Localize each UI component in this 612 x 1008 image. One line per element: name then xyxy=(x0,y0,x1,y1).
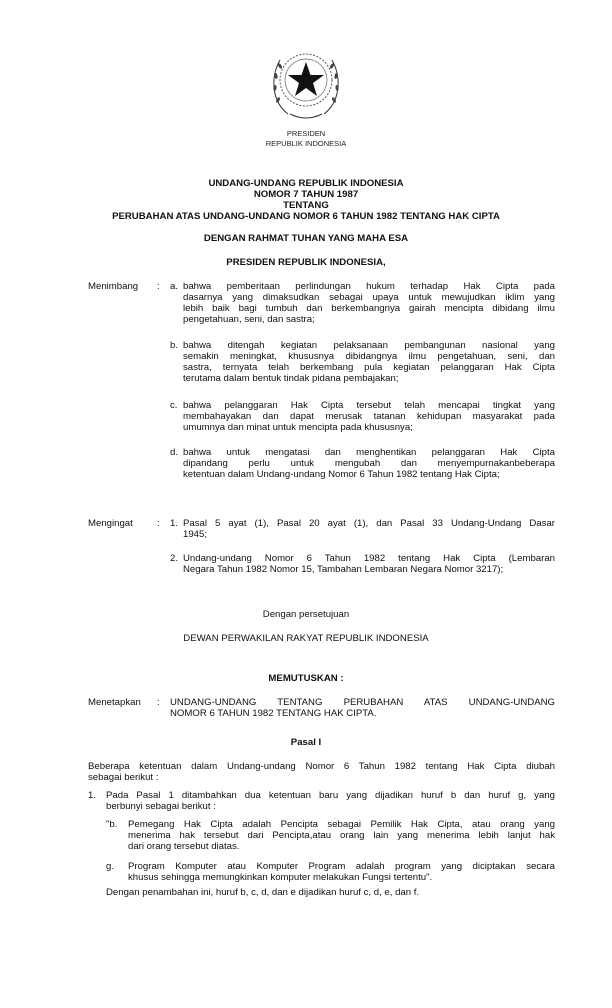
text-line: pengetahuan, seni, dan sastra; xyxy=(183,314,315,325)
seal-label-republic: REPUBLIK INDONESIA xyxy=(265,139,347,148)
item-marker: c. xyxy=(170,400,178,411)
document-title xyxy=(0,178,612,222)
paragraph xyxy=(183,340,555,384)
dpr-text: DEWAN PERWAKILAN RAKYAT REPUBLIK INDONESIA xyxy=(183,633,429,644)
menimbang-label: Menimbang xyxy=(88,281,139,292)
title-number: NOMOR 7 TAHUN 1987 xyxy=(253,189,359,200)
menetapkan-colon: : xyxy=(157,697,160,708)
paragraph xyxy=(170,697,555,719)
paragraph xyxy=(128,819,555,852)
item-marker: g. xyxy=(106,861,115,872)
title-about: TENTANG xyxy=(283,200,329,211)
president-heading: PRESIDEN REPUBLIK INDONESIA, xyxy=(226,257,386,268)
text-line: berbunyi sebagai berikut : xyxy=(106,801,216,812)
paragraph xyxy=(183,281,555,325)
text-line: sastra, ternyata telah berkembang pula kegiatan pelanggaran Hak Cipta xyxy=(183,362,555,373)
text-line: UNDANG-UNDANG TENTANG PERUBAHAN ATAS UNDANG-UNDANG xyxy=(170,697,555,708)
approval-text: Dengan persetujuan xyxy=(262,609,350,620)
text-line: Program Komputer atau Komputer Program adalah program yang diciptakan secara xyxy=(128,861,555,872)
decision-heading: MEMUTUSKAN : xyxy=(268,673,344,684)
item-marker: b. xyxy=(170,340,179,351)
text-line: terutama dalam bentuk tindak pidana pembajakan; xyxy=(183,373,399,384)
title-line: UNDANG-UNDANG REPUBLIK INDONESIA xyxy=(208,178,404,189)
text-line: sebagai berikut : xyxy=(88,772,159,783)
paragraph xyxy=(88,761,555,783)
text-line: Pemegang Hak Cipta adalah Pencipta sebagai Pemilik Hak Cipta, atau orang yang xyxy=(128,819,555,830)
text-line: dipandang perlu untuk mengubah dan menyempurnakanbeberapa xyxy=(183,458,555,469)
text-line: khusus sehingga memungkinkan komputer melakukan Fungsi tertentu". xyxy=(128,872,433,883)
menetapkan-label: Menetapkan xyxy=(88,697,141,708)
item-marker: d. xyxy=(170,447,179,458)
text-line: ketentuan dalam Undang-undang Nomor 6 Tahun 1982 tentang Hak Cipta; xyxy=(183,469,500,480)
seal-label-president: PRESIDEN xyxy=(286,129,326,138)
paragraph xyxy=(183,553,555,575)
text-line: semakin meningkat, khususnya dibidangnya ilmu pengetahuan, seni, dan xyxy=(183,351,555,362)
pasal-heading: Pasal I xyxy=(290,737,322,748)
item-marker: a. xyxy=(170,281,179,292)
text-line: dasarnya yang dimaksudkan sebagai upaya untuk mewujudkan iklim yang xyxy=(183,292,555,303)
closing-text: Dengan penambahan ini, huruf b, c, d, dan e dijadikan huruf c, d, e, dan f. xyxy=(106,887,420,898)
text-line: bahwa pelanggaran Hak Cipta tersebut telah mencapai tingkat yang xyxy=(183,400,555,411)
text-line: menerima hak tersebut dari Pencipta,atau orang lain yang menerima lebih lanjut hak xyxy=(128,830,555,841)
item-marker: 1. xyxy=(88,790,97,801)
text-line: bahwa untuk mengatasi dan menghentikan pelanggaran Hak Cipta xyxy=(183,447,555,458)
paragraph xyxy=(106,790,555,812)
paragraph xyxy=(183,518,555,540)
text-line: dari orang tersebut diatas. xyxy=(128,841,240,852)
text-line: membahayakan dan dapat merusak tatanan kehidupan masyarakat pada xyxy=(183,411,555,422)
menimbang-colon: : xyxy=(157,281,160,292)
invocation: DENGAN RAHMAT TUHAN YANG MAHA ESA xyxy=(203,233,409,244)
item-marker: 1. xyxy=(170,518,179,529)
text-line: lebih baik bagi tumbuh dan berkembangnya gairah mencipta dibidang ilmu xyxy=(183,303,555,314)
item-marker: 2. xyxy=(170,553,179,564)
text-line: bahwa ditengah kegiatan pelaksanaan pembangunan nasional yang xyxy=(183,340,555,351)
text-line: umumnya dan minat untuk mencipta pada khususnya; xyxy=(183,422,413,433)
item-marker: "b. xyxy=(106,819,118,830)
paragraph xyxy=(128,861,555,883)
text-line: Negara Tahun 1982 Nomor 15, Tambahan Lembaran Negara Nomor 3217); xyxy=(183,564,504,575)
text-line: Pasal 5 ayat (1), Pasal 20 ayat (1), dan Pasal 33 Undang-Undang Dasar xyxy=(183,518,555,529)
paragraph xyxy=(183,400,555,433)
title-subject: PERUBAHAN ATAS UNDANG-UNDANG NOMOR 6 TAHUN 1982 TENTANG HAK CIPTA xyxy=(112,211,500,222)
mengingat-label: Mengingat xyxy=(88,518,133,529)
mengingat-colon: : xyxy=(157,518,160,529)
text-line: bahwa pemberitaan perlindungan hukum terhadap Hak Cipta pada xyxy=(183,281,555,292)
text-line: Undang-undang Nomor 6 Tahun 1982 tentang Hak Cipta (Lembaran xyxy=(183,553,555,564)
text-line: Pada Pasal 1 ditambahkan dua ketentuan baru yang dijadikan huruf b dan huruf g, yang xyxy=(106,790,555,801)
text-line: NOMOR 6 TAHUN 1982 TENTANG HAK CIPTA. xyxy=(170,708,377,719)
garuda-star-emblem xyxy=(268,42,344,122)
paragraph xyxy=(183,447,555,480)
text-line: Beberapa ketentuan dalam Undang-undang Nomor 6 Tahun 1982 tentang Hak Cipta diubah xyxy=(88,761,555,772)
text-line: 1945; xyxy=(183,529,208,540)
